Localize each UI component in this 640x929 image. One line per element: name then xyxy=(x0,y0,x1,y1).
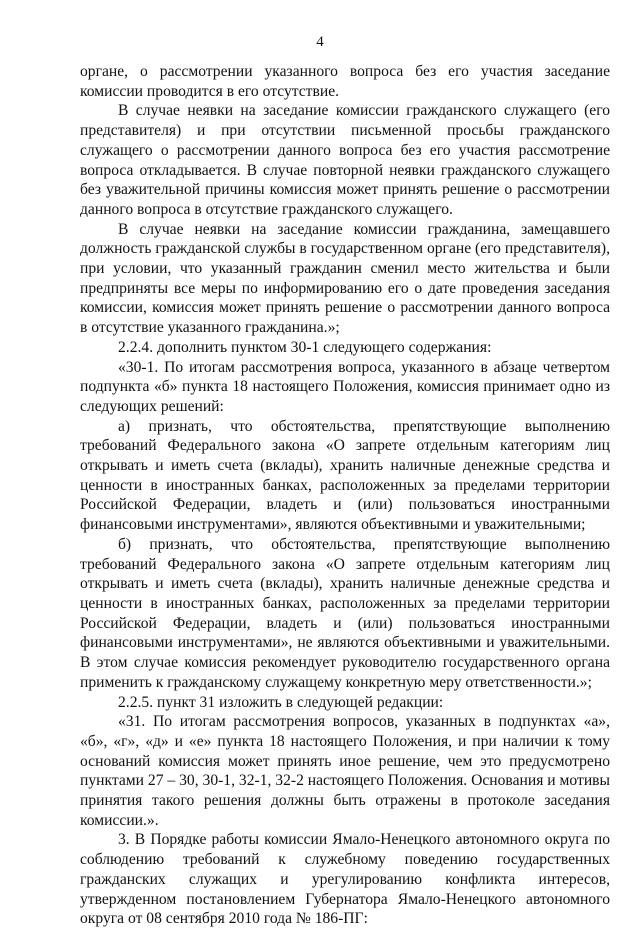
page-number: 4 xyxy=(316,34,324,50)
paragraph: б) признать, что обстоятельства, препятствующие выполнению требований Федерального закона «О запрете отдельным категориям лиц открывать и иметь счета (вклады), хранить наличные денежные средства и ценности в иностранных банках, расположенных за пределами территории Российской Федерации, владеть и (или) пользоваться иностранными финансовыми инструментами», не являются объективными и уважительными. В этом случае комиссия рекомендует руководителю государственного органа применить к гражданскому служащему конкретную меру ответственности.»; xyxy=(80,535,610,691)
document-body xyxy=(80,62,610,929)
paragraph: В случае неявки на заседание комиссии гражданского служащего (его представителя) и при отсутствии письменной просьбы гражданского служащего о рассмотрении данного вопроса без его участия рассмотрение вопроса откладывается. В случае повторной неявки гражданского служащего без уважительной причины комиссия может принять решение о рассмотрении данного вопроса в отсутствие гражданского служащего. xyxy=(80,102,610,218)
paragraph: «30-1. По итогам рассмотрения вопроса, указанного в абзаце четвертом подпункта «б» пункта 18 настоящего Положения, комиссия принимает одно из следующих решений: xyxy=(80,358,610,415)
paragraph: 2.2.4. дополнить пунктом 30-1 следующего содержания: xyxy=(118,338,492,356)
paragraph: органе, о рассмотрении указанного вопроса без его участия заседание комиссии проводится в его отсутствие. xyxy=(80,63,610,100)
paragraph: а) признать, что обстоятельства, препятствующие выполнению требований Федерального закона «О запрете отдельным категориям лиц открывать и иметь счета (вклады), хранить наличные денежные средства и ценности в иностранных банках, расположенных за пределами территории Российской Федерации, владеть и (или) пользоваться иностранными финансовыми инструментами», являются объективными и уважительными; xyxy=(80,417,610,534)
paragraph: В случае неявки на заседание комиссии гражданина, замещавшего должность гражданской службы в государственном органе (его представителя), при условии, что указанный гражданин сменил место жительства и были предприняты все меры по информированию его о дате проведения заседания комиссии, комиссия может принять решение о рассмотрении данного вопроса в отсутствие указанного гражданина.»; xyxy=(80,220,610,337)
paragraph: 3. В Порядке работы комиссии Ямало-Ненецкого автономного округа по соблюдению требований к служебному поведению государственных гражданских служащих и урегулированию конфликта интересов, утвержденном постановлением Губернатора Ямало-Ненецкого автономного округа от 08 сентября 2010 года № 186-ПГ: xyxy=(80,831,610,928)
paragraph: «31. По итогам рассмотрения вопросов, указанных в подпунктах «а», «б», «г», «д» и «е» пункта 18 настоящего Положения, и при наличии к тому оснований комиссия может принять иное решение, чем это предусмотрено пунктами 27 – 30, 30-1, 32-1, 32-2 настоящего Положения. Основания и мотивы принятия такого решения должны быть отражены в протоколе заседания комиссии.». xyxy=(80,713,610,829)
paragraph: 2.2.5. пункт 31 изложить в следующей редакции: xyxy=(118,693,444,711)
